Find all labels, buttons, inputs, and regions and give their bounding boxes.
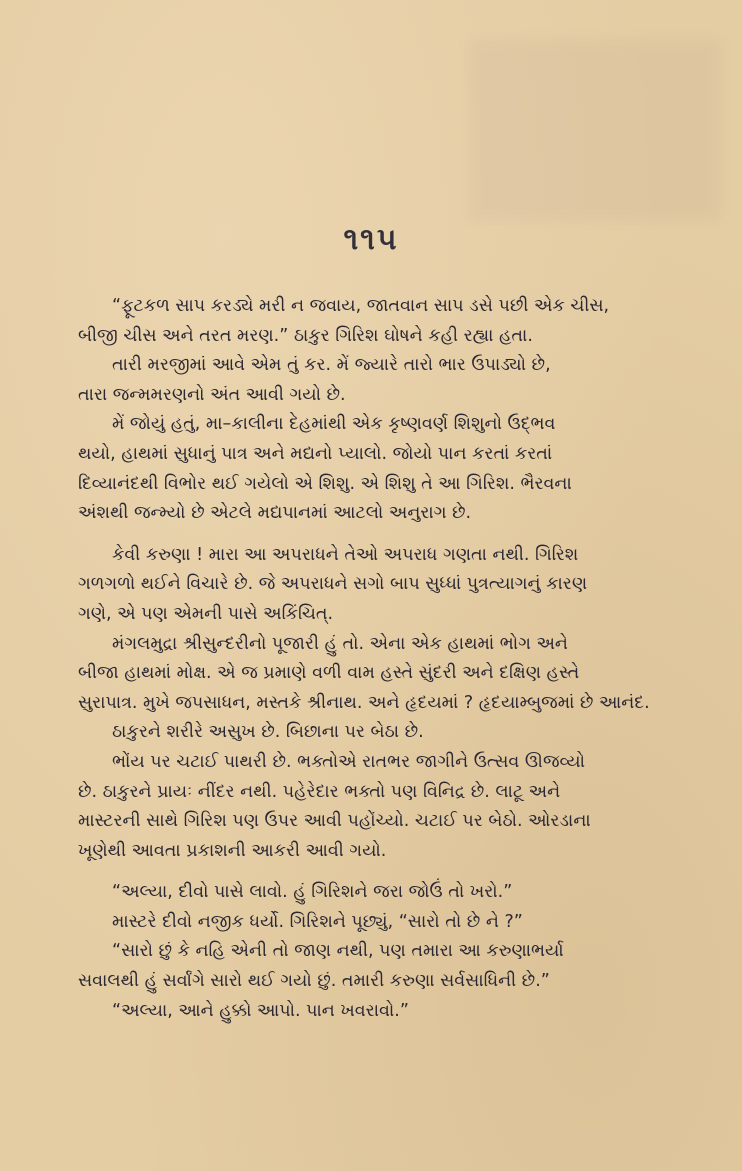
paragraph	[78, 292, 662, 351]
text-line: “સારો છું કે નહિ એની તો જાણ નથી, પણ તમારા આ કરુણાભર્યા	[112, 941, 564, 962]
text-line: ખૂણેથી આવતા પ્રકાશની આકરી આવી ગયો.	[78, 840, 387, 861]
paragraph	[78, 748, 662, 866]
paragraph	[78, 908, 662, 938]
text-line: ગળગળો થઈને વિચારે છે. જે અપરાધને સગો બાપ સુધ્ધાં પુત્રત્યાગનું કારણ	[78, 574, 588, 595]
text-line: કેવી કરુણા ! મારા આ અપરાધને તેઓ અપરાધ ગણતા નથી. ગિરિશ	[112, 544, 579, 565]
text-line: તારી મરજીમાં આવે એમ તું કર. મેં જ્યારે તારો ભાર ઉપાડ્યો છે,	[112, 355, 551, 376]
paragraph	[78, 718, 662, 748]
paragraph	[78, 997, 662, 1027]
paragraph	[78, 630, 662, 719]
paragraph	[78, 410, 662, 528]
text-line: માસ્ટરે દીવો નજીક ધર્યો. ગિરિશને પૂછ્યું, “સારો તો છે ને ?”	[112, 911, 523, 932]
page-number: ૧૧૫	[343, 222, 399, 257]
show-through-texture	[470, 40, 720, 220]
text-line: સુરાપાત્ર. મુખે જપસાધન, મસ્તકે શ્રીનાથ. અને હૃદયમાં ? હૃદયામ્બુજમાં છે આનંદ.	[78, 692, 650, 713]
text-line: મંગલમુદ્રા શ્રીસુન્દરીનો પૂજારી હું તો. એના એક હાથમાં ભોગ અને	[112, 633, 568, 654]
text-line: “અલ્યા, દીવો પાસે લાવો. હું ગિરિશને જરા જોઉં તો ખરો.”	[112, 882, 513, 903]
paragraph	[78, 351, 662, 410]
text-line: ઠાકુરને શરીરે અસુખ છે. બિછાના પર બેઠા છે.	[112, 722, 424, 743]
text-line: અંશથી જન્મ્યો છે એટલે મદ્યપાનમાં આટલો અનુરાગ છે.	[78, 503, 472, 524]
text-line: ગણે, એ પણ એમની પાસે અકિંચિત્.	[78, 603, 334, 624]
text-line: થયો, હાથમાં સુધાનું પાત્ર અને મદ્યનો પ્યાલો. જોયો પાન કરતાં કરતાં	[78, 443, 553, 464]
text-line: તારા જન્મમરણનો અંત આવી ગયો છે.	[78, 384, 346, 405]
paragraph	[78, 541, 662, 630]
text-line: “ફૂટકળ સાપ કરડ્યે મરી ન જવાય, જાતવાન સાપ ડસે પછી એક ચીસ,	[112, 296, 610, 316]
paragraph	[78, 878, 662, 908]
text-line: છે. ઠાકુરને પ્રાયઃ નીંદર નથી. પહેરેદાર ભક્તો પણ વિનિદ્ર છે. લાટૂ અને	[78, 781, 561, 802]
text-line: બીજા હાથમાં મોક્ષ. એ જ પ્રમાણે વળી વામ હસ્તે સુંદરી અને દક્ષિણ હસ્તે	[78, 663, 580, 684]
text-line: માસ્ટરની સાથે ગિરિશ પણ ઉપર આવી પહોંચ્યો. ચટાઈ પર બેઠો. ઓરડાના	[78, 811, 591, 832]
text-line: “અલ્યા, આને હુક્કો આપો. પાન ખવરાવો.”	[112, 1000, 409, 1021]
paragraph-gap	[78, 866, 662, 878]
text-line: ભોંય પર ચટાઈ પાથરી છે. ભક્તોએ રાતભર જાગીને ઉત્સવ ઊજવ્યો	[112, 751, 585, 772]
text-line: બીજી ચીસ અને તરત મરણ.” ઠાકુર ગિરિશ ઘોષને કહી રહ્યા હતા.	[78, 325, 533, 346]
paragraph-gap	[78, 529, 662, 541]
text-line: દિવ્યાનંદથી વિભોર થઈ ગયેલો એ શિશુ. એ શિશુ તે આ ગિરિશ. ભૈરવના	[78, 473, 572, 494]
text-line: સવાલથી હું સર્વાંગે સારો થઈ ગયો છું. તમારી કરુણા સર્વસાધિની છે.”	[78, 971, 550, 992]
text-line: મેં જોયું હતું, મા–કાલીના દેહમાંથી એક કૃષ્ણવર્ણ શિશુનો ઉદ્‌ભવ	[112, 414, 556, 435]
body-text	[78, 292, 662, 1026]
paragraph	[78, 937, 662, 996]
